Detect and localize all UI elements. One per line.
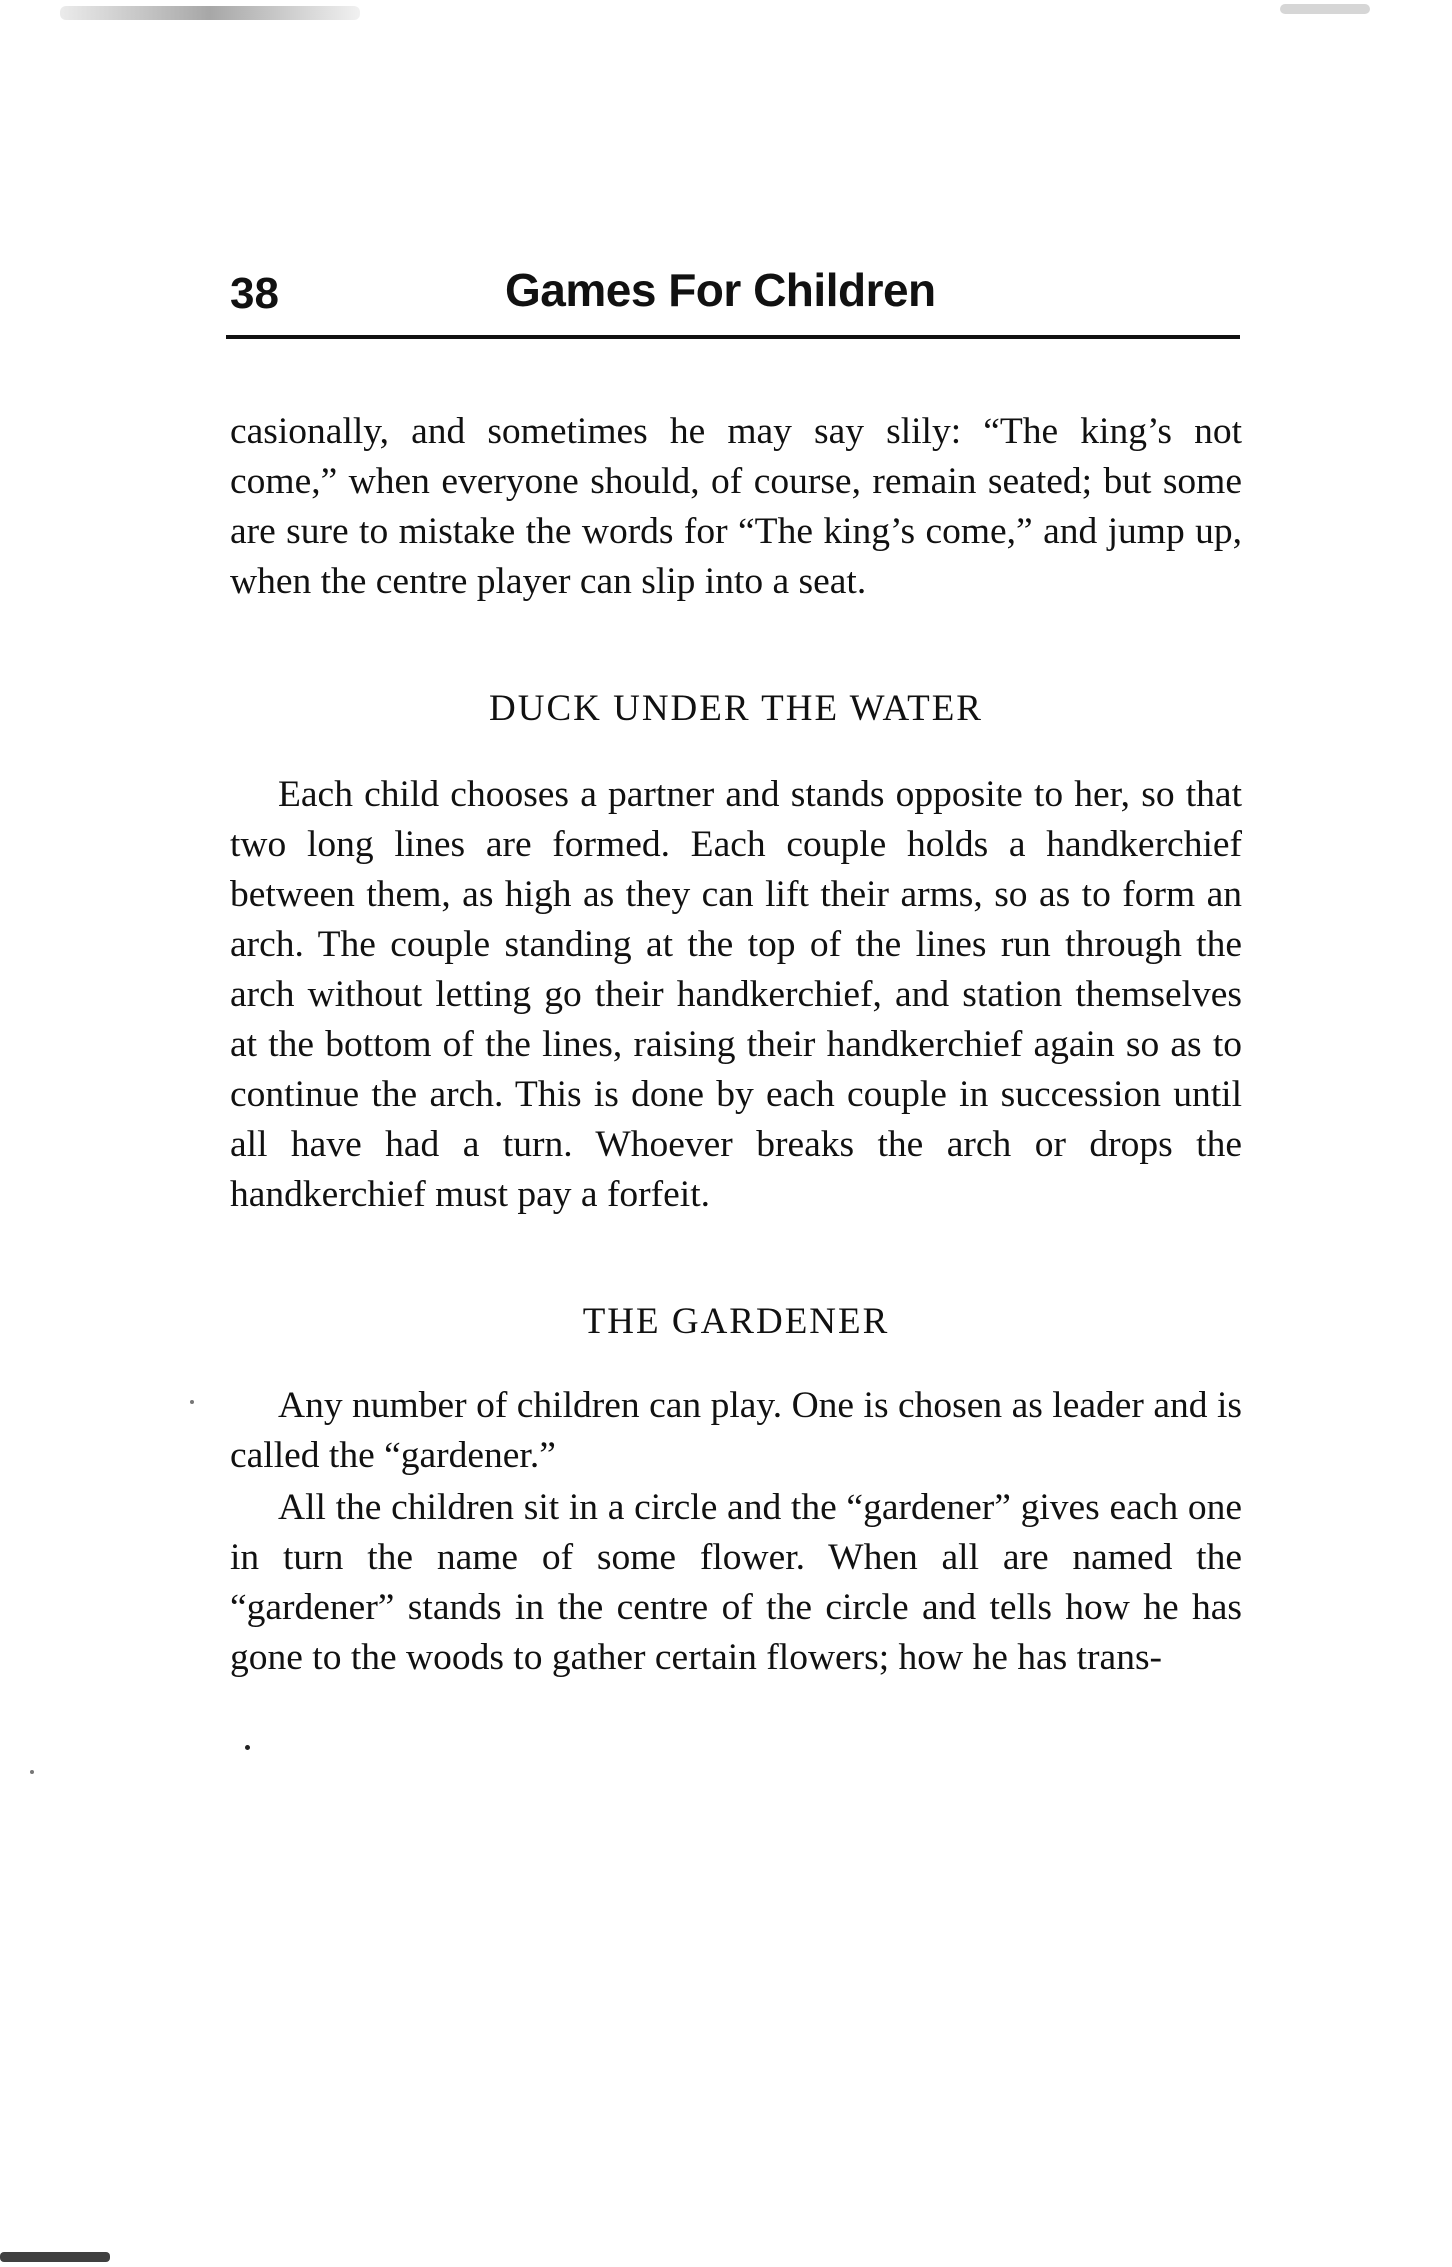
- section-heading: THE GARDENER: [582, 1301, 890, 1342]
- continuation-paragraph: casionally, and sometimes he may say slily: “The king’s not come,” when everyone should, of course, remain seated; but some are sure to mistake the words for “The king’s come,” and jump up, when the centre player can slip into a seat.: [230, 411, 1242, 602]
- scan-smudge-bottom-left: [0, 2252, 110, 2262]
- scan-smudge-top-right: [1280, 4, 1370, 14]
- section-duck-under-the-water: [230, 687, 1242, 1220]
- section-paragraph: Each child chooses a partner and stands opposite to her, so that two long lines are formed. Each couple holds a handkerchief between them, as high as they can lift their arms, so as to form an arch. The couple standing at the top of the lines run through the arch without letting go their handkerchief, and station themselves at the bottom of the lines, raising their handkerchief again so as to continue the arch. This is done by each couple in succession until all have had a turn. Whoever breaks the arch or drops the handkerchief must pay a forfeit.: [230, 774, 1242, 1215]
- header-rule: [226, 335, 1240, 339]
- scan-speck: [30, 1770, 34, 1774]
- running-title: Games For Children: [505, 264, 936, 316]
- book-page: [230, 255, 1242, 1683]
- page-number: 38: [230, 269, 279, 318]
- section-paragraph: Any number of children can play. One is chosen as leader and is called the “gardener.”: [230, 1385, 1242, 1476]
- scan-smudge-top-left: [60, 6, 360, 20]
- section-paragraph: All the children sit in a circle and the “gardener” gives each one in turn the name of some flower. When all are named the “gardener” stands in the centre of the circle and tells how he has gone to the woods to gather certain flowers; how he has trans-: [230, 1487, 1242, 1678]
- scan-speck: [190, 1400, 194, 1404]
- section-heading: DUCK UNDER THE WATER: [489, 688, 983, 729]
- scan-speck: [245, 1745, 250, 1750]
- running-head: [230, 255, 1242, 335]
- section-the-gardener: [230, 1300, 1242, 1683]
